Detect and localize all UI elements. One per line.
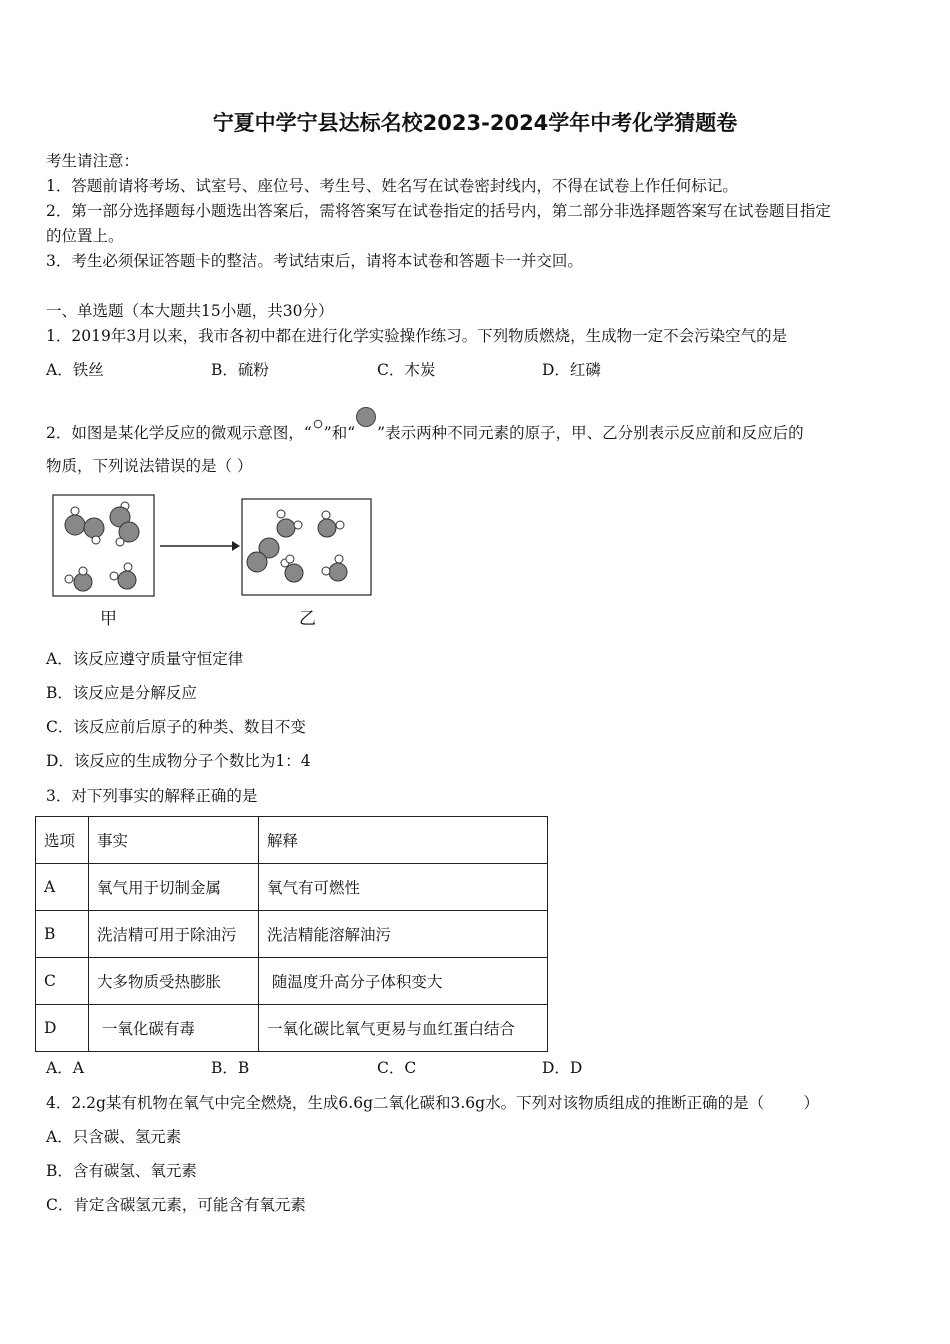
table-cell: C (36, 958, 89, 1005)
notice-item: 1．答题前请将考场、试室号、座位号、考生号、姓名写在试卷密封线内，不得在试卷上作任何标记。 (46, 177, 738, 195)
stem-text: ”表示两种不同元素的原子，甲、乙分别表示反应前和反应后的 (377, 424, 804, 442)
table-cell: 一氧化碳有毒 (89, 1005, 259, 1052)
caption-after: 乙 (299, 609, 316, 629)
reaction-diagram (40, 490, 385, 605)
table-cell: 洗洁精能溶解油污 (259, 911, 548, 958)
stem-text: 2．如图是某化学反应的微观示意图，“ (46, 424, 312, 442)
option: B．该反应是分解反应 (46, 684, 197, 702)
table-header: 选项 (36, 817, 89, 864)
small-atom-icon (312, 418, 324, 432)
table-cell: D (36, 1005, 89, 1052)
table-row (36, 864, 548, 911)
table-header: 解释 (259, 817, 548, 864)
table-row (36, 1005, 548, 1052)
question-3-stem: 3．对下列事实的解释正确的是 (46, 787, 258, 805)
option: B．B (211, 1059, 250, 1077)
facts-table (35, 816, 548, 1052)
option: A．只含碳、氢元素 (46, 1128, 182, 1146)
large-atom-icon (355, 406, 377, 430)
question-2-stem-line2: 物质，下列说法错误的是（ ） (46, 457, 253, 475)
question-4-stem: 4．2.2g某有机物在氧气中完全燃烧，生成6.6g二氧化碳和3.6g水。下列对该物质组成的推断正确的是（ ） (46, 1094, 819, 1112)
option: D．该反应的生成物分子个数比为1：4 (46, 752, 311, 770)
page-title: 宁夏中学宁县达标名校2023-2024学年中考化学猜题卷 (212, 111, 738, 135)
option: C．肯定含碳氢元素，可能含有氧元素 (46, 1196, 306, 1214)
arrow-icon (232, 541, 240, 551)
option: A．A (46, 1059, 84, 1077)
option: D．D (542, 1059, 583, 1077)
option: C．C (377, 1059, 417, 1077)
notice-item: 的位置上。 (46, 227, 124, 245)
question-1-options (46, 359, 746, 381)
table-row (36, 958, 548, 1005)
notice-item: 3．考生必须保证答题卡的整洁。考试结束后，请将本试卷和答题卡一并交回。 (46, 252, 583, 270)
notice-heading: 考生请注意： (46, 152, 140, 170)
table-cell: 大多物质受热膨胀 (89, 958, 259, 1005)
option: A．铁丝 (46, 361, 104, 379)
option: B．含有碳氢、氧元素 (46, 1162, 197, 1180)
table-cell: 氧气用于切制金属 (89, 864, 259, 911)
stem-text: ”和“ (323, 424, 356, 442)
table-cell: B (36, 911, 89, 958)
option: C．该反应前后原子的种类、数目不变 (46, 718, 306, 736)
table-cell: 随温度升高分子体积变大 (259, 958, 548, 1005)
option: A．该反应遵守质量守恒定律 (46, 650, 244, 668)
notice-item: 2．第一部分选择题每小题选出答案后，需将答案写在试卷指定的括号内，第二部分非选择题答案写在试卷题目指定 (46, 202, 831, 220)
table-header: 事实 (89, 817, 259, 864)
question-1-stem: 1．2019年3月以来，我市各初中都在进行化学实验操作练习。下列物质燃烧，生成物一定不会污染空气的是 (46, 327, 788, 345)
option: C．木炭 (377, 361, 436, 379)
table-cell: A (36, 864, 89, 911)
caption-before: 甲 (100, 609, 117, 629)
table-row (36, 911, 548, 958)
section-heading: 一、单选题（本大题共15小题，共30分） (46, 302, 334, 320)
option: B．硫粉 (211, 361, 269, 379)
table-cell: 一氧化碳比氧气更易与血红蛋白结合 (259, 1005, 548, 1052)
option: D．红磷 (542, 361, 601, 379)
table-cell: 氧气有可燃性 (259, 864, 548, 911)
table-cell: 洗洁精可用于除油污 (89, 911, 259, 958)
table-header-row (36, 817, 548, 864)
question-2-stem (46, 406, 804, 444)
question-3-options (46, 1057, 746, 1079)
